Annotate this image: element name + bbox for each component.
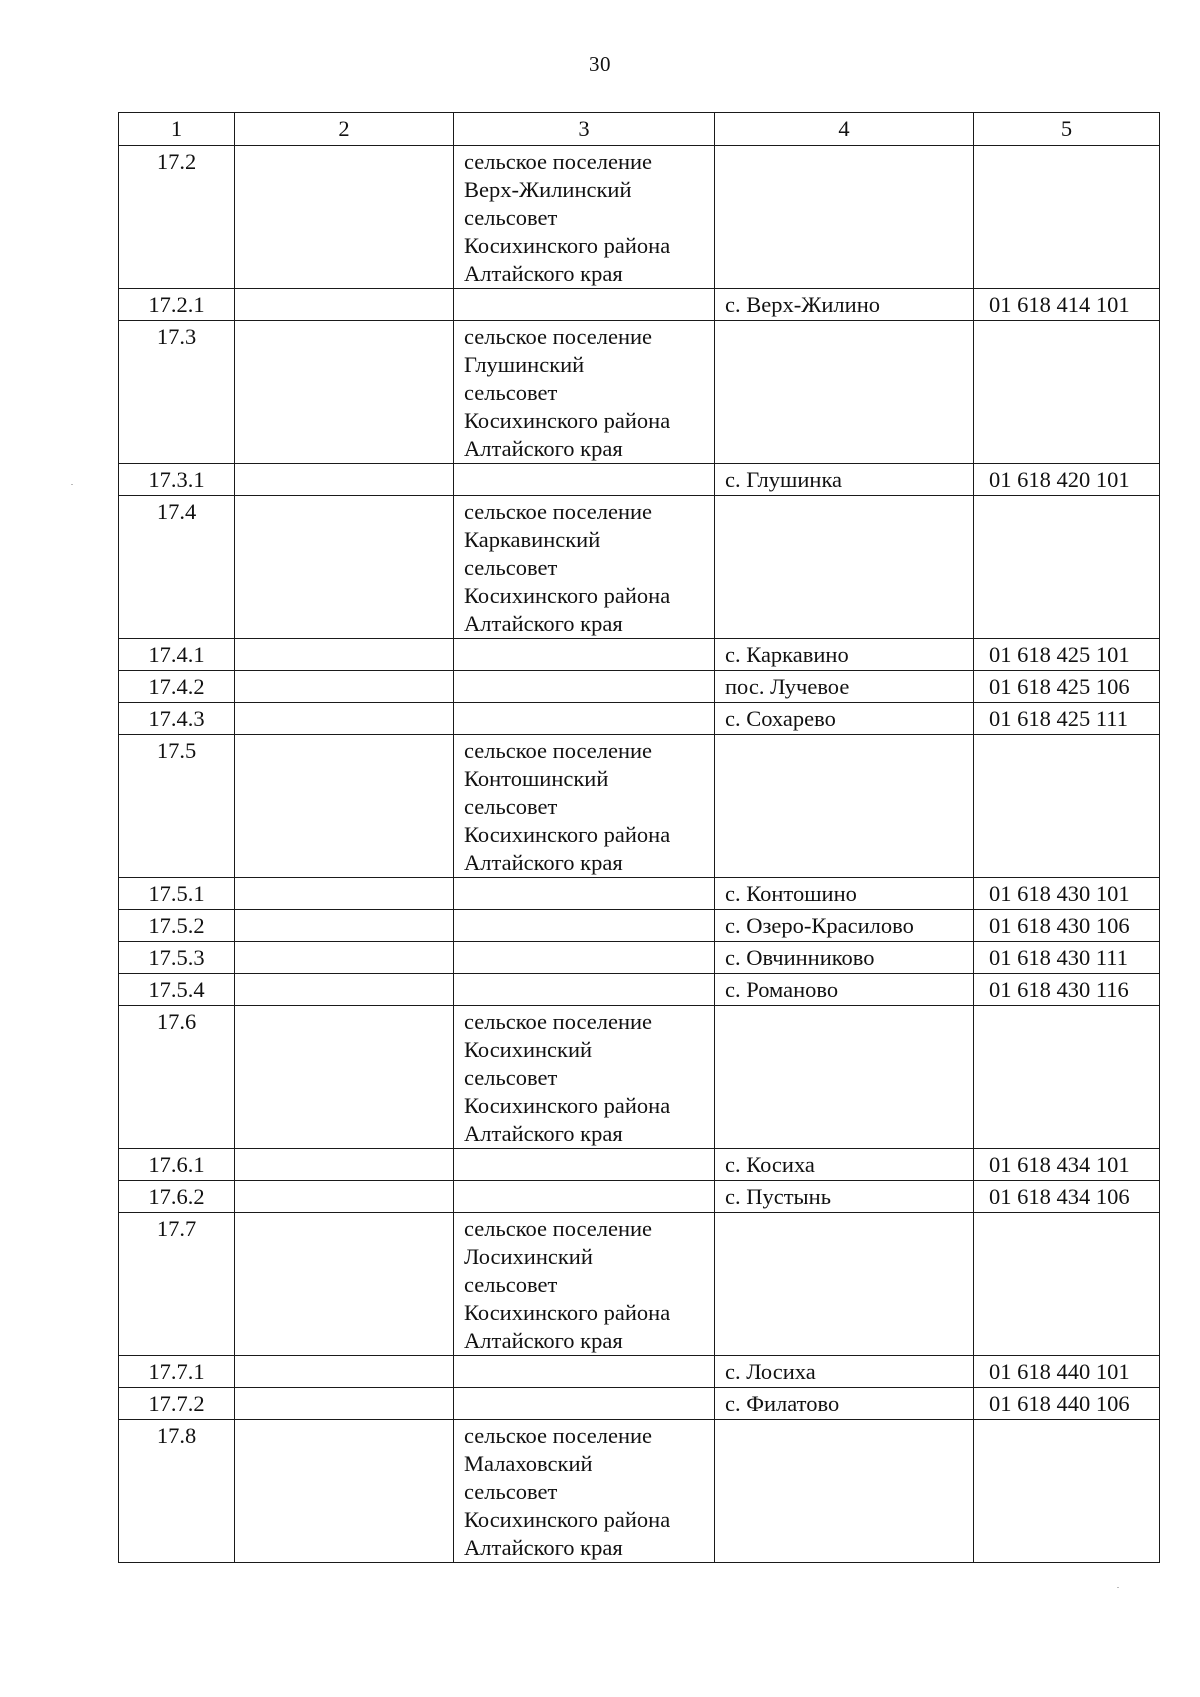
row-number-cell: 17.2.1 — [119, 289, 235, 321]
settlement-name-cell: сельское поселение Верх-Жилинский сельсовет Косихинского района Алтайского края — [454, 146, 715, 289]
locality-cell — [715, 146, 974, 289]
scan-speck — [71, 484, 73, 485]
row-number-cell: 17.4.1 — [119, 639, 235, 671]
locality-cell — [715, 321, 974, 464]
column-2-cell — [235, 942, 454, 974]
column-2-cell — [235, 1213, 454, 1356]
row-number-cell: 17.7 — [119, 1213, 235, 1356]
settlement-name-cell — [454, 464, 715, 496]
settlement-row — [119, 735, 1160, 878]
locality-row — [119, 942, 1160, 974]
locality-cell: с. Контошино — [715, 878, 974, 910]
settlement-name-cell: сельское поселение Малаховский сельсовет Косихинского района Алтайского края — [454, 1420, 715, 1563]
locality-row — [119, 703, 1160, 735]
column-2-cell — [235, 910, 454, 942]
column-2-cell — [235, 1356, 454, 1388]
locality-cell — [715, 1213, 974, 1356]
settlement-name-cell: сельское поселение Контошинский сельсовет Косихинского района Алтайского края — [454, 735, 715, 878]
settlement-row — [119, 1213, 1160, 1356]
locality-cell: с. Лосиха — [715, 1356, 974, 1388]
oktmo-code-cell: 01 618 434 101 — [974, 1149, 1160, 1181]
settlement-name-cell — [454, 1356, 715, 1388]
settlement-row — [119, 1006, 1160, 1149]
column-2-cell — [235, 1181, 454, 1213]
settlement-name-cell — [454, 974, 715, 1006]
oktmo-code-cell: 01 618 440 106 — [974, 1388, 1160, 1420]
column-2-cell — [235, 671, 454, 703]
settlement-name-cell: сельское поселение Каркавинский сельсовет Косихинского района Алтайского края — [454, 496, 715, 639]
table-body — [119, 146, 1160, 1563]
settlement-name-cell — [454, 703, 715, 735]
column-2-cell — [235, 1388, 454, 1420]
locality-cell: с. Сохарево — [715, 703, 974, 735]
row-number-cell: 17.7.1 — [119, 1356, 235, 1388]
locality-cell: с. Озеро-Красилово — [715, 910, 974, 942]
locality-cell: с. Верх-Жилино — [715, 289, 974, 321]
settlement-name-cell — [454, 878, 715, 910]
column-2-cell — [235, 974, 454, 1006]
column-2-cell — [235, 464, 454, 496]
settlement-name-cell — [454, 1181, 715, 1213]
row-number-cell: 17.5.2 — [119, 910, 235, 942]
locality-cell: с. Филатово — [715, 1388, 974, 1420]
settlement-name-cell — [454, 910, 715, 942]
column-2-cell — [235, 735, 454, 878]
column-header-1: 1 — [119, 113, 235, 146]
oktmo-code-cell — [974, 146, 1160, 289]
column-2-cell — [235, 639, 454, 671]
column-2-cell — [235, 703, 454, 735]
column-2-cell — [235, 321, 454, 464]
row-number-cell: 17.5.4 — [119, 974, 235, 1006]
row-number-cell: 17.3.1 — [119, 464, 235, 496]
locality-row — [119, 1388, 1160, 1420]
locality-row — [119, 1181, 1160, 1213]
column-header-4: 4 — [715, 113, 974, 146]
row-number-cell: 17.6 — [119, 1006, 235, 1149]
locality-row — [119, 878, 1160, 910]
locality-cell: с. Каркавино — [715, 639, 974, 671]
locality-row — [119, 910, 1160, 942]
settlement-row — [119, 146, 1160, 289]
oktmo-code-cell: 01 618 434 106 — [974, 1181, 1160, 1213]
settlement-row — [119, 496, 1160, 639]
column-2-cell — [235, 496, 454, 639]
row-number-cell: 17.5.3 — [119, 942, 235, 974]
locality-cell: пос. Лучевое — [715, 671, 974, 703]
settlement-name-cell: сельское поселение Глушинский сельсовет Косихинского района Алтайского края — [454, 321, 715, 464]
settlement-row — [119, 1420, 1160, 1563]
column-header-2: 2 — [235, 113, 454, 146]
locality-cell — [715, 1006, 974, 1149]
column-2-cell — [235, 878, 454, 910]
oktmo-code-cell: 01 618 430 106 — [974, 910, 1160, 942]
oktmo-code-cell — [974, 1006, 1160, 1149]
row-number-cell: 17.6.2 — [119, 1181, 235, 1213]
row-number-cell: 17.2 — [119, 146, 235, 289]
oktmo-code-cell: 01 618 425 106 — [974, 671, 1160, 703]
settlement-name-cell — [454, 671, 715, 703]
row-number-cell: 17.6.1 — [119, 1149, 235, 1181]
locality-cell — [715, 496, 974, 639]
oktmo-code-cell — [974, 496, 1160, 639]
locality-row — [119, 974, 1160, 1006]
column-header-5: 5 — [974, 113, 1160, 146]
locality-cell — [715, 1420, 974, 1563]
row-number-cell: 17.7.2 — [119, 1388, 235, 1420]
oktmo-code-cell — [974, 321, 1160, 464]
locality-cell: с. Косиха — [715, 1149, 974, 1181]
settlement-name-cell — [454, 942, 715, 974]
locality-cell: с. Пустынь — [715, 1181, 974, 1213]
row-number-cell: 17.4 — [119, 496, 235, 639]
locality-row — [119, 289, 1160, 321]
oktmo-code-cell — [974, 735, 1160, 878]
row-number-cell: 17.4.3 — [119, 703, 235, 735]
locality-row — [119, 639, 1160, 671]
column-2-cell — [235, 146, 454, 289]
settlements-table — [118, 112, 1160, 1563]
row-number-cell: 17.4.2 — [119, 671, 235, 703]
settlement-name-cell — [454, 639, 715, 671]
oktmo-code-cell: 01 618 430 101 — [974, 878, 1160, 910]
locality-row — [119, 464, 1160, 496]
settlement-name-cell: сельское поселение Лосихинский сельсовет Косихинского района Алтайского края — [454, 1213, 715, 1356]
table-header — [119, 113, 1160, 146]
locality-row — [119, 1149, 1160, 1181]
oktmo-code-cell: 01 618 414 101 — [974, 289, 1160, 321]
oktmo-code-cell: 01 618 425 111 — [974, 703, 1160, 735]
locality-row — [119, 1356, 1160, 1388]
scan-speck — [1117, 1587, 1119, 1588]
settlement-name-cell — [454, 1149, 715, 1181]
column-2-cell — [235, 1149, 454, 1181]
settlement-name-cell — [454, 289, 715, 321]
settlement-name-cell: сельское поселение Косихинский сельсовет Косихинского района Алтайского края — [454, 1006, 715, 1149]
column-2-cell — [235, 289, 454, 321]
oktmo-code-cell — [974, 1420, 1160, 1563]
header-row — [119, 113, 1160, 146]
oktmo-code-cell: 01 618 425 101 — [974, 639, 1160, 671]
page-number: 30 — [589, 52, 611, 76]
settlement-name-cell — [454, 1388, 715, 1420]
oktmo-code-cell — [974, 1213, 1160, 1356]
locality-row — [119, 671, 1160, 703]
row-number-cell: 17.5.1 — [119, 878, 235, 910]
settlement-row — [119, 321, 1160, 464]
row-number-cell: 17.8 — [119, 1420, 235, 1563]
column-header-3: 3 — [454, 113, 715, 146]
locality-cell: с. Романово — [715, 974, 974, 1006]
column-2-cell — [235, 1420, 454, 1563]
oktmo-code-cell: 01 618 440 101 — [974, 1356, 1160, 1388]
column-2-cell — [235, 1006, 454, 1149]
locality-cell: с. Глушинка — [715, 464, 974, 496]
locality-cell — [715, 735, 974, 878]
row-number-cell: 17.5 — [119, 735, 235, 878]
oktmo-code-cell: 01 618 430 116 — [974, 974, 1160, 1006]
row-number-cell: 17.3 — [119, 321, 235, 464]
oktmo-code-cell: 01 618 420 101 — [974, 464, 1160, 496]
oktmo-code-cell: 01 618 430 111 — [974, 942, 1160, 974]
locality-cell: с. Овчинниково — [715, 942, 974, 974]
